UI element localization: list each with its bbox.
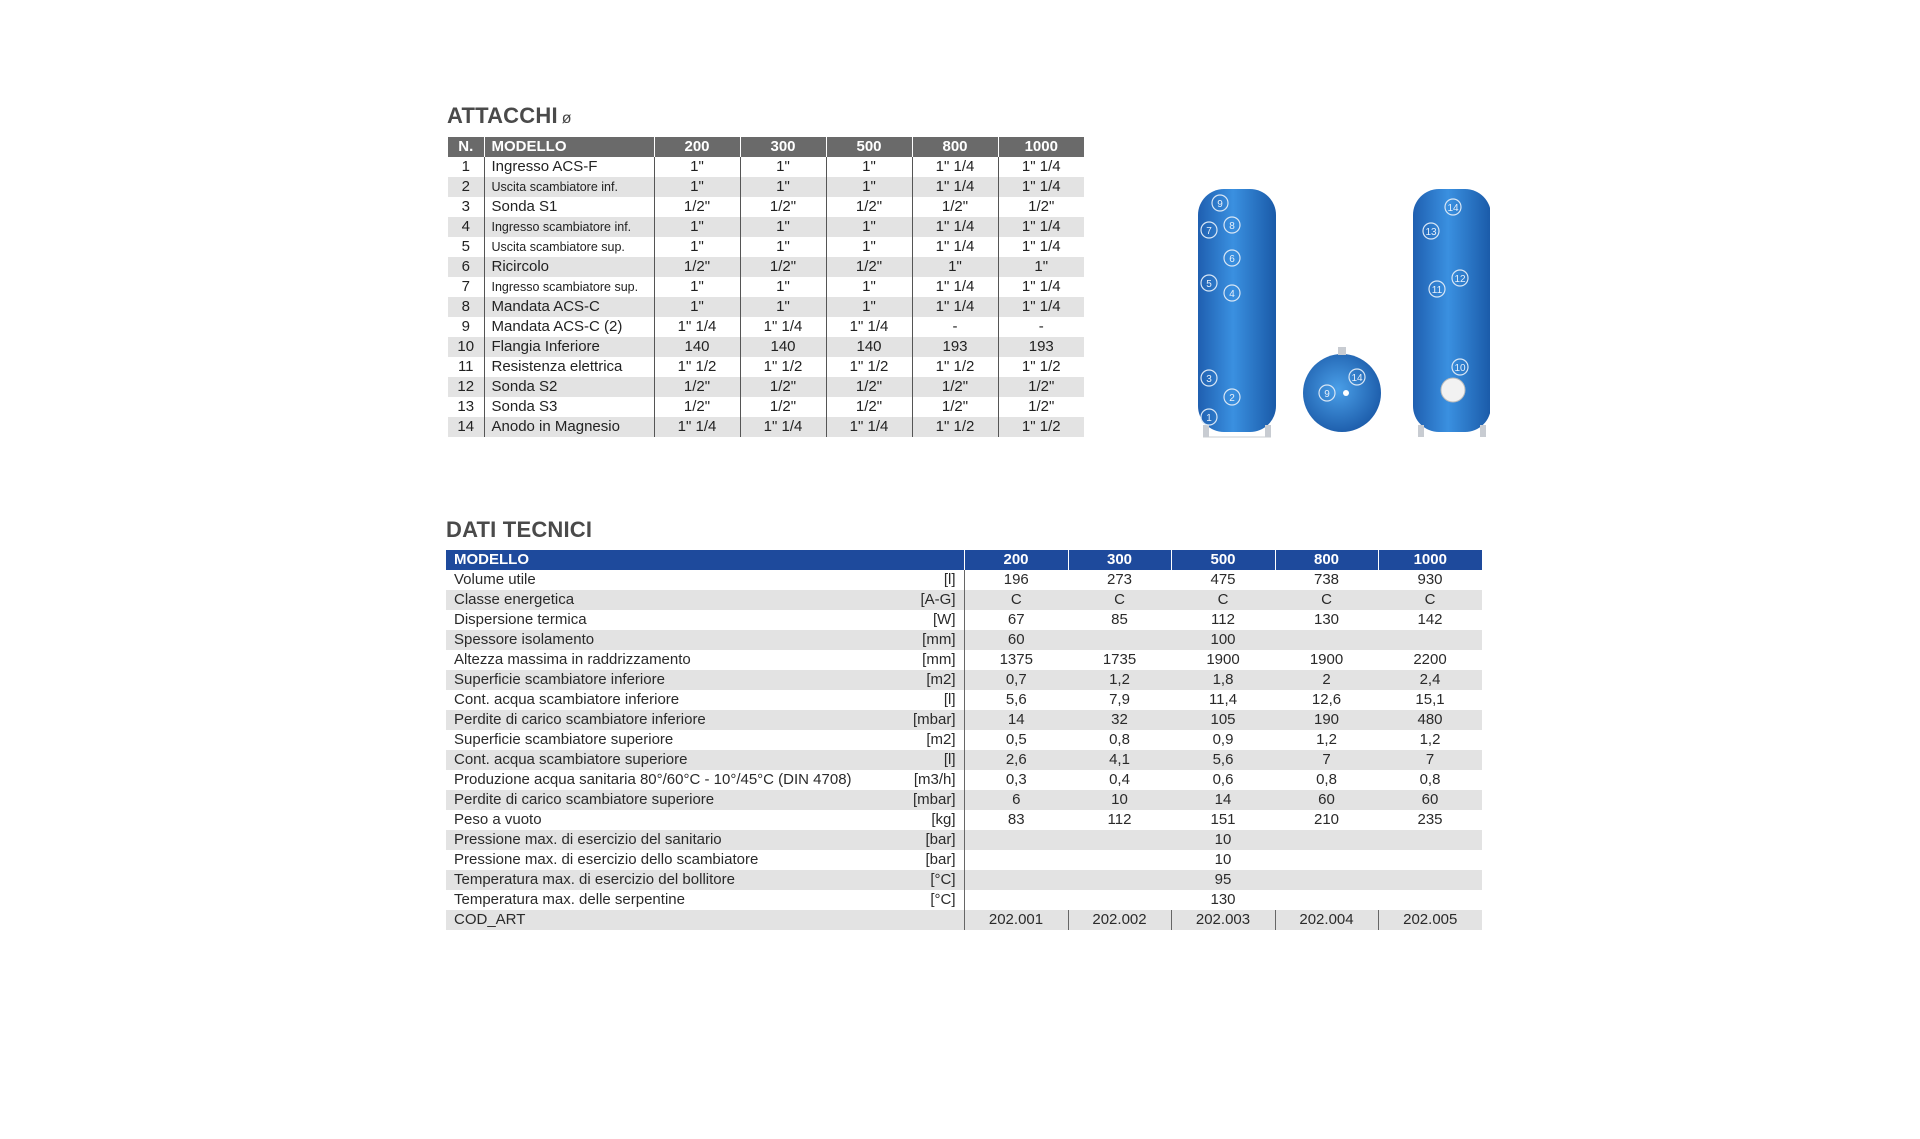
spec-value: 0,5 <box>1005 731 1027 748</box>
spec-value: 15,1 <box>1415 691 1445 708</box>
spec-value <box>1378 890 1482 910</box>
connection-value: 1" 1/2 <box>912 357 998 377</box>
spec-value <box>1068 890 1171 910</box>
spec-value <box>964 830 1068 850</box>
spec-unit: [A-G] <box>892 590 964 610</box>
spec-value <box>1068 830 1171 850</box>
header-cell: MODELLO <box>446 550 964 570</box>
spec-value: 930 <box>1417 571 1443 588</box>
spec-value <box>1068 850 1171 870</box>
spec-value: 7,9 <box>1109 691 1130 708</box>
spec-label: Classe energetica <box>446 590 892 610</box>
connection-value: 1/2" <box>826 397 912 417</box>
connection-name: Ingresso scambiatore inf. <box>484 217 654 237</box>
spec-value: 0,6 <box>1212 771 1234 788</box>
spec-value: 0,9 <box>1212 731 1234 748</box>
spec-value: 10 <box>1068 790 1171 810</box>
dati-tecnici-row <box>446 790 1482 810</box>
spec-value: 105 <box>1171 710 1275 730</box>
connection-value: 1" 1/4 <box>912 157 998 177</box>
connection-name: Uscita scambiatore sup. <box>484 237 654 257</box>
spec-value <box>1275 630 1378 650</box>
spec-value: 0,3 <box>1005 771 1027 788</box>
dati-tecnici-row <box>446 610 1482 630</box>
connection-value: 1" 1/4 <box>826 317 912 337</box>
connection-marker-label: 9 <box>1217 199 1223 210</box>
connection-value: 1/2" <box>740 377 826 397</box>
spec-unit: [W] <box>892 610 964 630</box>
spec-value <box>1378 870 1482 890</box>
spec-value: 0,4 <box>1109 771 1130 788</box>
connection-name: Mandata ACS-C <box>484 297 654 317</box>
spec-unit: [°C] <box>892 890 964 910</box>
connection-marker-label: 3 <box>1206 374 1212 385</box>
dati-tecnici-table <box>446 550 1482 930</box>
connection-value: 1" <box>654 277 740 297</box>
spec-label: COD_ART <box>446 910 892 930</box>
connection-value: 1" <box>826 177 912 197</box>
connection-value: 1/2" <box>740 257 826 277</box>
connection-marker-label: 5 <box>1206 279 1212 290</box>
connection-marker-label: 7 <box>1206 226 1212 237</box>
spec-unit: [m2] <box>892 670 964 690</box>
connection-marker-label: 12 <box>1454 274 1466 285</box>
spec-value: 130 <box>1313 611 1340 628</box>
spec-value: 10 <box>1214 851 1232 868</box>
connection-value: 1/2" <box>654 257 740 277</box>
spec-value: 2 <box>1275 670 1378 690</box>
attacchi-row <box>448 417 1084 437</box>
dati-tecnici-row <box>446 690 1482 710</box>
dati-tecnici-row <box>446 870 1482 890</box>
connection-value: 1/2" <box>998 197 1084 217</box>
connection-value: 1" <box>826 157 912 177</box>
connection-value: 1" 1/4 <box>826 417 912 437</box>
connection-name: Sonda S2 <box>484 377 654 397</box>
spec-value: 1,2 <box>1068 670 1171 690</box>
spec-value: 1735 <box>1102 651 1137 668</box>
spec-value: 142 <box>1417 611 1443 628</box>
spec-value: 202.005 <box>1378 910 1482 930</box>
spec-value: 95 <box>1171 870 1275 890</box>
spec-value: 738 <box>1313 571 1340 588</box>
spec-value <box>1275 830 1378 850</box>
spec-value: 273 <box>1106 571 1133 588</box>
dati-tecnici-row <box>446 630 1482 650</box>
connection-marker-label: 11 <box>1431 285 1443 296</box>
spec-unit: [mm] <box>892 650 964 670</box>
spec-value: 112 <box>1107 811 1132 828</box>
dati-tecnici-row <box>446 570 1482 590</box>
spec-unit: [bar] <box>892 850 964 870</box>
spec-label: Temperatura max. delle serpentine <box>454 891 685 908</box>
spec-value: 1,8 <box>1171 670 1275 690</box>
row-number: 2 <box>448 177 484 197</box>
spec-value: 1900 <box>1309 651 1344 668</box>
spec-value: 202.003 <box>1171 910 1275 930</box>
spec-value: 5,6 <box>1171 750 1275 770</box>
connection-name: Anodo in Magnesio <box>484 417 654 437</box>
spec-value <box>1275 870 1378 890</box>
header-cell: 300 <box>740 137 826 157</box>
connection-value: 1" <box>654 177 740 197</box>
spec-value: 60 <box>1378 790 1482 810</box>
spec-unit: [mm] <box>892 630 964 650</box>
row-number: 4 <box>448 217 484 237</box>
row-number: 10 <box>448 337 484 357</box>
header-cell: 1000 <box>998 137 1084 157</box>
top-view-tank <box>1303 347 1381 432</box>
attacchi-header-row <box>448 137 1084 157</box>
connection-value: - <box>998 317 1084 337</box>
spec-value <box>1068 630 1171 650</box>
spec-unit: [°C] <box>892 870 964 890</box>
header-cell: MODELLO <box>484 137 654 157</box>
spec-value: 4,1 <box>1068 750 1171 770</box>
connection-value: 1" <box>998 257 1084 277</box>
spec-unit: [mbar] <box>892 710 964 730</box>
connection-value: 193 <box>998 337 1084 357</box>
header-cell: 500 <box>826 137 912 157</box>
dati-tecnici-title: DATI TECNICI <box>446 517 593 542</box>
dati-tecnici-row <box>446 890 1482 910</box>
spec-unit: [m2] <box>892 730 964 750</box>
attacchi-row <box>448 277 1084 297</box>
connection-name: Flangia Inferiore <box>484 337 654 357</box>
connection-value: 1" 1/4 <box>912 177 998 197</box>
spec-value: C <box>1275 590 1378 610</box>
spec-label: Dispersione termica <box>454 611 587 628</box>
connection-value: 1" 1/4 <box>912 277 998 297</box>
connection-value: 140 <box>654 337 740 357</box>
header-cell: 200 <box>654 137 740 157</box>
connection-value: 1/2" <box>912 197 998 217</box>
connection-value: 1" <box>826 237 912 257</box>
connection-value: 1" 1/2 <box>998 357 1084 377</box>
header-cell: 1000 <box>1378 550 1482 570</box>
connection-name: Sonda S1 <box>484 197 654 217</box>
row-number: 6 <box>448 257 484 277</box>
connection-marker-label: 14 <box>1447 203 1459 214</box>
connection-value: 1" <box>740 157 826 177</box>
connection-name: Ricircolo <box>484 257 654 277</box>
connection-value: 1/2" <box>740 397 826 417</box>
spec-value: 235 <box>1417 811 1443 828</box>
spec-value: 196 <box>1003 571 1029 588</box>
spec-label: Superficie scambiatore inferiore <box>446 670 892 690</box>
spec-unit: [l] <box>892 750 964 770</box>
spec-value: 10 <box>1171 830 1275 850</box>
spec-unit: [m3/h] <box>892 770 964 790</box>
dati-tecnici-row <box>446 710 1482 730</box>
row-number: 9 <box>461 318 470 335</box>
header-cell: 500 <box>1171 550 1275 570</box>
spec-value: 85 <box>1111 611 1128 628</box>
spec-value: 83 <box>1007 811 1025 828</box>
attacchi-row <box>448 317 1084 337</box>
spec-value: 7 <box>1275 750 1378 770</box>
spec-value: 6 <box>964 790 1068 810</box>
connection-value: 1" 1/4 <box>654 417 740 437</box>
connection-value: 1" 1/2 <box>998 417 1084 437</box>
connection-value: 1/2" <box>654 377 740 397</box>
connection-value: 1/2" <box>740 197 826 217</box>
connection-marker-label: 14 <box>1351 373 1363 384</box>
connection-value: 1" 1/2 <box>740 357 826 377</box>
connection-marker-label: 6 <box>1229 254 1235 265</box>
connection-value: 1" 1/4 <box>998 277 1084 297</box>
connection-name: Resistenza elettrica <box>484 357 654 377</box>
spec-value <box>964 870 1068 890</box>
connection-value: 1/2" <box>912 397 998 417</box>
row-number: 1 <box>461 158 470 175</box>
spec-value: 7 <box>1378 750 1482 770</box>
connection-value: 1" 1/4 <box>998 237 1084 257</box>
spec-value: C <box>1068 590 1171 610</box>
connection-value: 1" <box>740 217 826 237</box>
attacchi-row <box>448 337 1084 357</box>
connection-value: 1" 1/2 <box>654 357 740 377</box>
attacchi-title <box>447 103 572 129</box>
spec-value: 475 <box>1210 571 1236 588</box>
connection-marker-label: 2 <box>1229 393 1235 404</box>
header-cell: 800 <box>1275 550 1378 570</box>
connection-marker-label: 10 <box>1454 363 1466 374</box>
spec-label: Pressione max. di esercizio dello scambiatore <box>454 851 759 868</box>
spec-value <box>1378 830 1482 850</box>
connection-value: 1/2" <box>826 377 912 397</box>
row-number: 3 <box>461 198 470 215</box>
dati-tecnici-row <box>446 650 1482 670</box>
spec-label: Superficie scambiatore superiore <box>454 731 674 748</box>
spec-label: Pressione max. di esercizio del sanitario <box>446 830 892 850</box>
connection-marker-label: 8 <box>1229 221 1235 232</box>
spec-value: 130 <box>1210 891 1236 908</box>
spec-value <box>1068 870 1171 890</box>
dati-tecnici-row <box>446 850 1482 870</box>
attacchi-row <box>448 217 1084 237</box>
spec-value: 67 <box>1007 611 1025 628</box>
connection-name: Mandata ACS-C (2) <box>484 317 654 337</box>
connection-name: Ingresso ACS-F <box>484 157 654 177</box>
spec-value: 5,6 <box>1005 691 1027 708</box>
dati-tecnici-row <box>446 810 1482 830</box>
connection-value: 1" <box>654 237 740 257</box>
row-number: 5 <box>461 238 470 255</box>
connection-value: 1" 1/4 <box>912 217 998 237</box>
spec-value <box>964 890 1068 910</box>
attacchi-row <box>448 157 1084 177</box>
row-number: 13 <box>457 398 475 415</box>
spec-value: 0,7 <box>964 670 1068 690</box>
header-cell: N. <box>448 137 484 157</box>
spec-value: 210 <box>1313 811 1340 828</box>
connection-value: 193 <box>912 337 998 357</box>
row-number: 7 <box>461 278 470 295</box>
attacchi-row <box>448 377 1084 397</box>
attacchi-row <box>448 237 1084 257</box>
connection-value: 1" 1/2 <box>826 357 912 377</box>
connection-value: 1/2" <box>826 257 912 277</box>
connection-value: 1" <box>912 257 998 277</box>
row-number: 11 <box>457 358 474 375</box>
dati-tecnici-row <box>446 770 1482 790</box>
spec-value: 14 <box>964 710 1068 730</box>
attacchi-row <box>448 177 1084 197</box>
connection-value: 1" 1/4 <box>998 217 1084 237</box>
connection-value: 1" 1/4 <box>740 417 826 437</box>
row-number: 12 <box>448 377 484 397</box>
attacchi-row <box>448 357 1084 377</box>
spec-value <box>1378 630 1482 650</box>
spec-label: Temperatura max. di esercizio del bollitore <box>446 870 892 890</box>
spec-value: C <box>1171 590 1275 610</box>
connection-value: 140 <box>740 337 826 357</box>
spec-label: Cont. acqua scambiatore superiore <box>446 750 892 770</box>
spec-label: Volume utile <box>454 571 536 588</box>
spec-value: 112 <box>1211 611 1235 628</box>
spec-value <box>1378 850 1482 870</box>
tank-illustrations <box>1185 185 1490 440</box>
connection-value: 1" <box>740 177 826 197</box>
attacchi-row <box>448 257 1084 277</box>
spec-value: 12,6 <box>1311 691 1342 708</box>
connection-value: 140 <box>826 337 912 357</box>
connection-value: 1" 1/4 <box>740 317 826 337</box>
spec-value: 151 <box>1210 811 1236 828</box>
row-number: 8 <box>448 297 484 317</box>
spec-label: Produzione acqua sanitaria 80°/60°C - 10°/45°C (DIN 4708) <box>454 771 852 788</box>
spec-value: 2,6 <box>964 750 1068 770</box>
spec-value: 202.004 <box>1275 910 1378 930</box>
connection-value: - <box>912 317 998 337</box>
spec-value: 60 <box>1275 790 1378 810</box>
attacchi-row <box>448 197 1084 217</box>
spec-unit: [mbar] <box>892 790 964 810</box>
dati-tecnici-row <box>446 750 1482 770</box>
spec-value: 60 <box>964 630 1068 650</box>
connection-value: 1/2" <box>998 377 1084 397</box>
row-number: 14 <box>448 417 484 437</box>
connection-value: 1" <box>654 217 740 237</box>
connection-marker-label: 4 <box>1229 289 1235 300</box>
header-cell: 200 <box>964 550 1068 570</box>
diameter-symbol: ø <box>561 110 572 127</box>
connection-value: 1/2" <box>654 397 740 417</box>
spec-label: Perdite di carico scambiatore inferiore <box>446 710 892 730</box>
connection-name: Uscita scambiatore inf. <box>484 177 654 197</box>
spec-value: 32 <box>1068 710 1171 730</box>
dati-tecnici-row <box>446 830 1482 850</box>
connection-value: 1" 1/4 <box>998 177 1084 197</box>
spec-value: 480 <box>1378 710 1482 730</box>
connection-value: 1" 1/2 <box>912 417 998 437</box>
dati-tecnici-row <box>446 590 1482 610</box>
connection-value: 1" <box>826 277 912 297</box>
dati-tecnici-row <box>446 730 1482 750</box>
connection-value: 1" 1/4 <box>998 297 1084 317</box>
attacchi-table <box>448 137 1084 437</box>
spec-label: Peso a vuoto <box>454 811 542 828</box>
spec-value: 0,8 <box>1316 771 1337 788</box>
connection-value: 1" <box>740 237 826 257</box>
spec-label: Spessore isolamento <box>446 630 892 650</box>
spec-value: C <box>964 590 1068 610</box>
spec-value: 0,8 <box>1419 771 1441 788</box>
spec-label: Altezza massima in raddrizzamento <box>454 651 691 668</box>
connection-marker-label: 9 <box>1324 389 1330 400</box>
spec-value: 14 <box>1171 790 1275 810</box>
dati-tecnici-row <box>446 910 1482 930</box>
spec-value: 1900 <box>1206 651 1240 668</box>
spec-unit <box>892 910 964 930</box>
connection-value: 1" 1/4 <box>912 237 998 257</box>
connection-value: 1" <box>826 297 912 317</box>
connection-value: 1" <box>740 297 826 317</box>
connection-value: 1/2" <box>912 377 998 397</box>
header-cell: 800 <box>912 137 998 157</box>
connection-name: Sonda S3 <box>484 397 654 417</box>
connection-value: 1" 1/4 <box>912 297 998 317</box>
connection-name: Ingresso scambiatore sup. <box>484 277 654 297</box>
spec-value: 2200 <box>1413 651 1447 668</box>
spec-label: Cont. acqua scambiatore inferiore <box>454 691 680 708</box>
spec-unit: [bar] <box>892 830 964 850</box>
spec-value: 2,4 <box>1378 670 1482 690</box>
spec-unit: [l] <box>892 690 964 710</box>
header-cell: 300 <box>1068 550 1171 570</box>
spec-value <box>964 850 1068 870</box>
connection-marker-label: 13 <box>1425 227 1437 238</box>
spec-value: 1,2 <box>1419 731 1441 748</box>
spec-value: 1375 <box>999 651 1033 668</box>
spec-value: 1,2 <box>1316 731 1337 748</box>
dati-tecnici-header-row <box>446 550 1482 570</box>
connection-marker-label: 1 <box>1206 413 1212 424</box>
connection-value: 1" 1/4 <box>998 157 1084 177</box>
connection-value: 1" <box>654 297 740 317</box>
dati-tecnici-row <box>446 670 1482 690</box>
connection-value: 1" <box>654 157 740 177</box>
attacchi-row <box>448 397 1084 417</box>
attacchi-title-text: ATTACCHI <box>447 103 558 128</box>
connection-value: 1" 1/4 <box>654 317 740 337</box>
connection-value: 1" <box>740 277 826 297</box>
connection-value: 1/2" <box>998 397 1084 417</box>
spec-unit: [kg] <box>892 810 964 830</box>
spec-value: 0,8 <box>1109 731 1130 748</box>
spec-value <box>1275 850 1378 870</box>
spec-value: C <box>1378 590 1482 610</box>
spec-value <box>1275 890 1378 910</box>
spec-unit: [l] <box>892 570 964 590</box>
spec-value: 100 <box>1171 630 1275 650</box>
connection-value: 1/2" <box>826 197 912 217</box>
spec-value: 202.002 <box>1068 910 1171 930</box>
spec-label: Perdite di carico scambiatore superiore <box>446 790 892 810</box>
attacchi-row <box>448 297 1084 317</box>
connection-value: 1" <box>826 217 912 237</box>
spec-value: 11,4 <box>1208 691 1238 708</box>
spec-value: 202.001 <box>964 910 1068 930</box>
spec-value: 190 <box>1275 710 1378 730</box>
connection-value: 1/2" <box>654 197 740 217</box>
